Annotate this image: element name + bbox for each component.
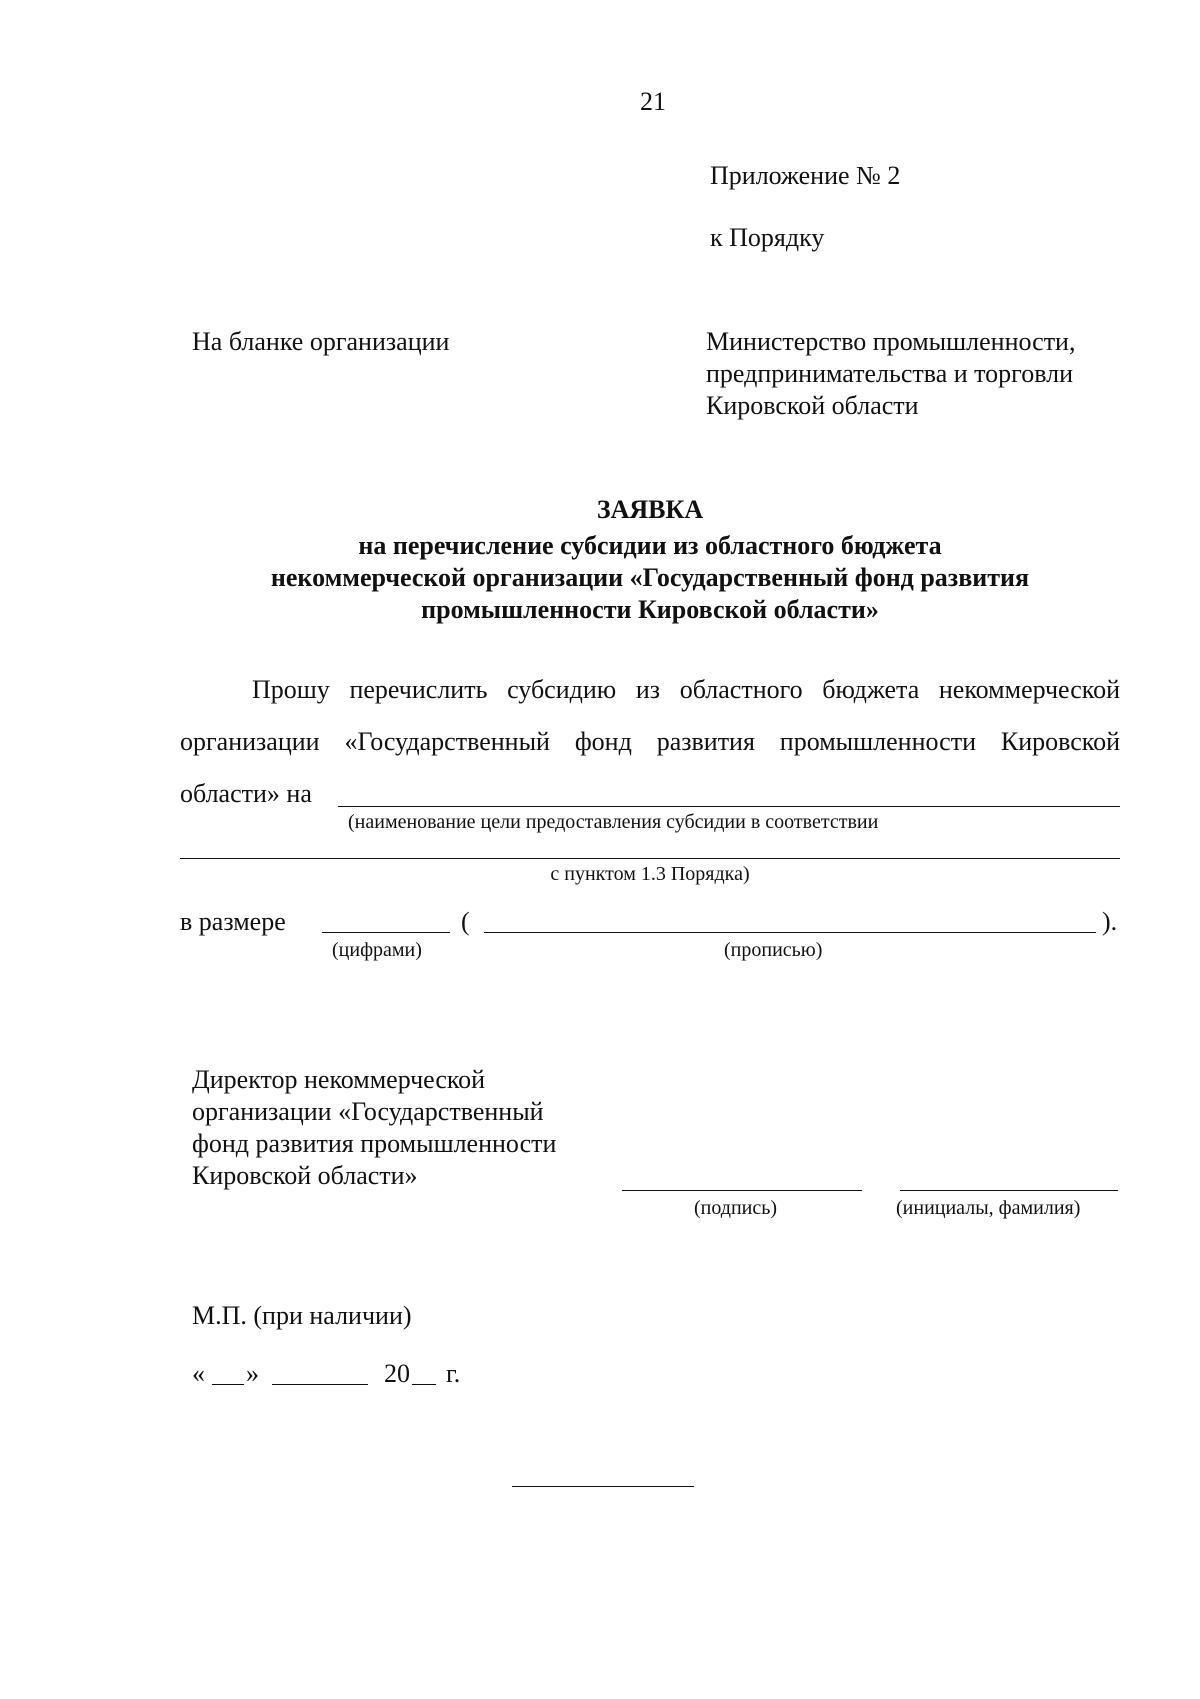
purpose-hint-1: (наименование цели предоставления субсидии в соответствии [348,811,879,833]
date-day-line [212,1384,244,1385]
amount-prefix: в размере [180,907,286,936]
page-number: 21 [640,87,666,116]
body-line-2: организации «Государственный фонд развития промышленности Кировской [180,727,1120,756]
addressee-line-3: Кировской области [706,391,919,420]
appendix-reference: к Порядку [710,223,825,252]
addressee-line-2: предпринимательства и торговли [706,359,1074,388]
amount-digits-hint: (цифрами) [332,939,422,961]
date-open-quote: « [192,1359,205,1388]
amount-digits-line [322,932,450,933]
amount-open-paren: ( [461,907,470,936]
end-separator-line [512,1486,694,1487]
title-subline-2: некоммерческой организации «Государственный фонд развития [270,563,1030,592]
amount-close-paren: ). [1102,907,1118,936]
date-year-suffix: г. [446,1359,461,1388]
purpose-hint-2: с пунктом 1.3 Порядка) [550,863,750,885]
amount-words-line [484,932,1096,933]
letterhead-note: На бланке организации [192,327,450,356]
document-title: ЗАЯВКА [596,495,704,524]
signature-hint: (подпись) [694,1197,778,1219]
purpose-field-line-1 [338,806,1120,807]
signatory-line-4: Кировской области» [192,1161,418,1190]
name-line [900,1190,1118,1191]
signatory-line-1: Директор некоммерческой [192,1065,486,1094]
signatory-line-2: организации «Государственный [192,1097,544,1126]
title-subline-3: промышленности Кировской области» [421,595,879,624]
addressee-line-1: Министерство промышленности, [706,327,1076,356]
date-year-line [412,1384,436,1385]
body-line-3-prefix: области» на [180,779,312,808]
name-hint: (инициалы, фамилия) [896,1197,1081,1219]
date-month-line [272,1384,368,1385]
amount-words-hint: (прописью) [724,939,823,961]
appendix-number: Приложение № 2 [710,161,901,190]
stamp-note: М.П. (при наличии) [192,1301,412,1330]
date-close-quote: » [246,1359,259,1388]
date-year-prefix: 20 [384,1359,410,1388]
signatory-line-3: фонд развития промышленности [192,1129,557,1158]
body-line-1: Прошу перечислить субсидию из областного бюджета некоммерческой [252,675,1120,704]
purpose-field-line-2 [180,858,1120,859]
title-subline-1: на перечисление субсидии из областного бюджета [358,531,942,560]
signature-line [622,1190,862,1191]
